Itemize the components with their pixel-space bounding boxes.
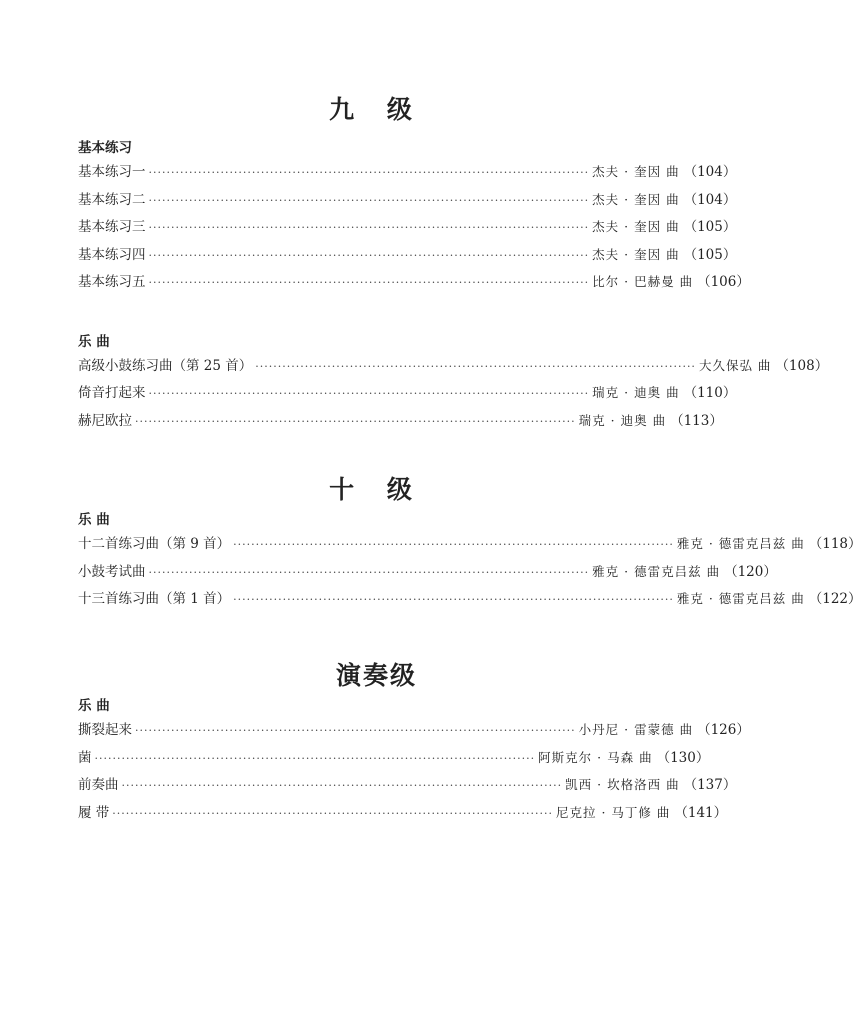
entry-composer: 尼克拉 · 马丁修 曲 — [555, 804, 671, 820]
level-title: 十 级 — [329, 475, 424, 504]
entry-title: 撕裂起来 — [78, 722, 132, 738]
toc-entry[interactable] — [78, 379, 737, 407]
dot-leader: ·································································································· — [233, 593, 674, 606]
entry-title: 基本练习一 — [78, 164, 146, 180]
entry-page-number: （110） — [683, 385, 737, 401]
dot-leader: ·································································································· — [148, 248, 590, 262]
entry-page-number: （108） — [775, 357, 829, 374]
entry-composer: 杰夫 · 奎因 曲 — [592, 191, 680, 207]
level-9 — [78, 92, 829, 434]
entry-page-number: （126） — [697, 722, 750, 738]
toc-entry[interactable] — [78, 530, 862, 558]
entry-composer: 比尔 · 巴赫曼 曲 — [592, 274, 694, 289]
entry-page-number: （106） — [697, 274, 750, 290]
toc-entry[interactable] — [78, 213, 737, 241]
level-10 — [78, 472, 862, 613]
toc-entry[interactable] — [78, 241, 737, 269]
section-pieces — [78, 510, 862, 613]
toc-entry[interactable] — [78, 186, 737, 214]
entry-page-number: （130） — [656, 749, 710, 766]
entry-page-number: （105） — [683, 219, 737, 235]
section-basic-exercises — [78, 138, 750, 296]
entry-page-number: （104） — [683, 164, 737, 180]
dot-leader: ·································································································· — [148, 166, 590, 179]
entry-composer: 小丹尼 · 雷蒙德 曲 — [578, 722, 694, 737]
toc-entry[interactable] — [78, 771, 737, 799]
dot-leader: ·································································································· — [135, 724, 576, 737]
entry-composer: 杰夫 · 奎因 曲 — [592, 246, 680, 262]
entry-composer: 雅克 · 德雷克吕兹 曲 — [676, 591, 805, 606]
entry-title: 前奏曲 — [78, 777, 119, 793]
entry-composer: 雅克 · 德雷克吕兹 曲 — [592, 563, 721, 579]
toc-entry[interactable] — [78, 799, 728, 827]
entry-page-number: （113） — [670, 412, 723, 429]
dot-leader: ·································································································· — [121, 779, 563, 792]
entry-composer: 瑞克 · 迪奥 曲 — [592, 385, 680, 400]
entry-title: 赫尼欧拉 — [78, 412, 132, 429]
toc-entry[interactable] — [78, 585, 862, 613]
section-pieces — [78, 696, 750, 826]
section-pieces — [78, 332, 829, 435]
toc-entry[interactable] — [78, 352, 829, 380]
toc-entry[interactable] — [78, 744, 710, 772]
entry-composer: 凯西 · 坎格洛西 曲 — [565, 777, 680, 792]
dot-leader: ·································································································· — [148, 221, 590, 234]
entry-title: 基本练习二 — [78, 191, 146, 208]
dot-leader: ·································································································· — [135, 414, 576, 428]
dot-leader: ·································································································· — [255, 359, 696, 373]
entry-page-number: （122） — [808, 591, 862, 607]
entry-title: 履 带 — [78, 804, 110, 821]
entry-page-number: （105） — [683, 246, 737, 263]
entry-title: 菌 — [78, 749, 92, 766]
entry-title: 基本练习四 — [78, 246, 146, 263]
entry-composer: 瑞克 · 迪奥 曲 — [578, 412, 667, 428]
entry-title: 十二首练习曲（第 9 首） — [78, 536, 231, 552]
entry-title: 十三首练习曲（第 1 首） — [78, 591, 231, 607]
level-title: 九 级 — [329, 95, 424, 124]
dot-leader: ·································································································· — [148, 276, 590, 289]
entry-page-number: （104） — [683, 191, 737, 208]
section-title: 乐 曲 — [78, 333, 110, 350]
dot-leader: ·································································································· — [94, 751, 536, 765]
entry-title: 小鼓考试曲 — [78, 563, 146, 580]
dot-leader: ·································································································· — [148, 387, 590, 400]
section-title: 乐 曲 — [78, 512, 110, 528]
entry-title: 倚音打起来 — [78, 385, 146, 401]
entry-composer: 杰夫 · 奎因 曲 — [592, 219, 680, 234]
entry-composer: 大久保弘 曲 — [698, 357, 772, 373]
section-title: 乐 曲 — [78, 698, 110, 714]
dot-leader: ·································································································· — [233, 538, 674, 551]
entry-page-number: （120） — [724, 563, 777, 580]
dot-leader: ·································································································· — [148, 565, 590, 579]
entry-composer: 杰夫 · 奎因 曲 — [592, 164, 680, 179]
dot-leader: ·································································································· — [148, 193, 590, 207]
entry-title: 基本练习三 — [78, 219, 146, 235]
toc-entry[interactable] — [78, 407, 723, 435]
entry-composer: 雅克 · 德雷克吕兹 曲 — [676, 536, 805, 551]
entry-page-number: （141） — [674, 804, 728, 821]
section-title: 基本练习 — [78, 140, 132, 156]
entry-page-number: （137） — [683, 777, 737, 793]
entry-page-number: （118） — [808, 536, 862, 552]
level-performance — [78, 658, 750, 826]
level-title: 演奏级 — [335, 661, 417, 690]
toc-entry[interactable] — [78, 558, 777, 586]
toc-entry[interactable] — [78, 158, 737, 186]
dot-leader: ·································································································· — [112, 806, 553, 820]
entry-composer: 阿斯克尔 · 马森 曲 — [538, 749, 653, 765]
toc-entry[interactable] — [78, 268, 750, 296]
toc-entry[interactable] — [78, 716, 750, 744]
entry-title: 高级小鼓练习曲（第 25 首） — [78, 357, 253, 374]
entry-title: 基本练习五 — [78, 274, 146, 290]
